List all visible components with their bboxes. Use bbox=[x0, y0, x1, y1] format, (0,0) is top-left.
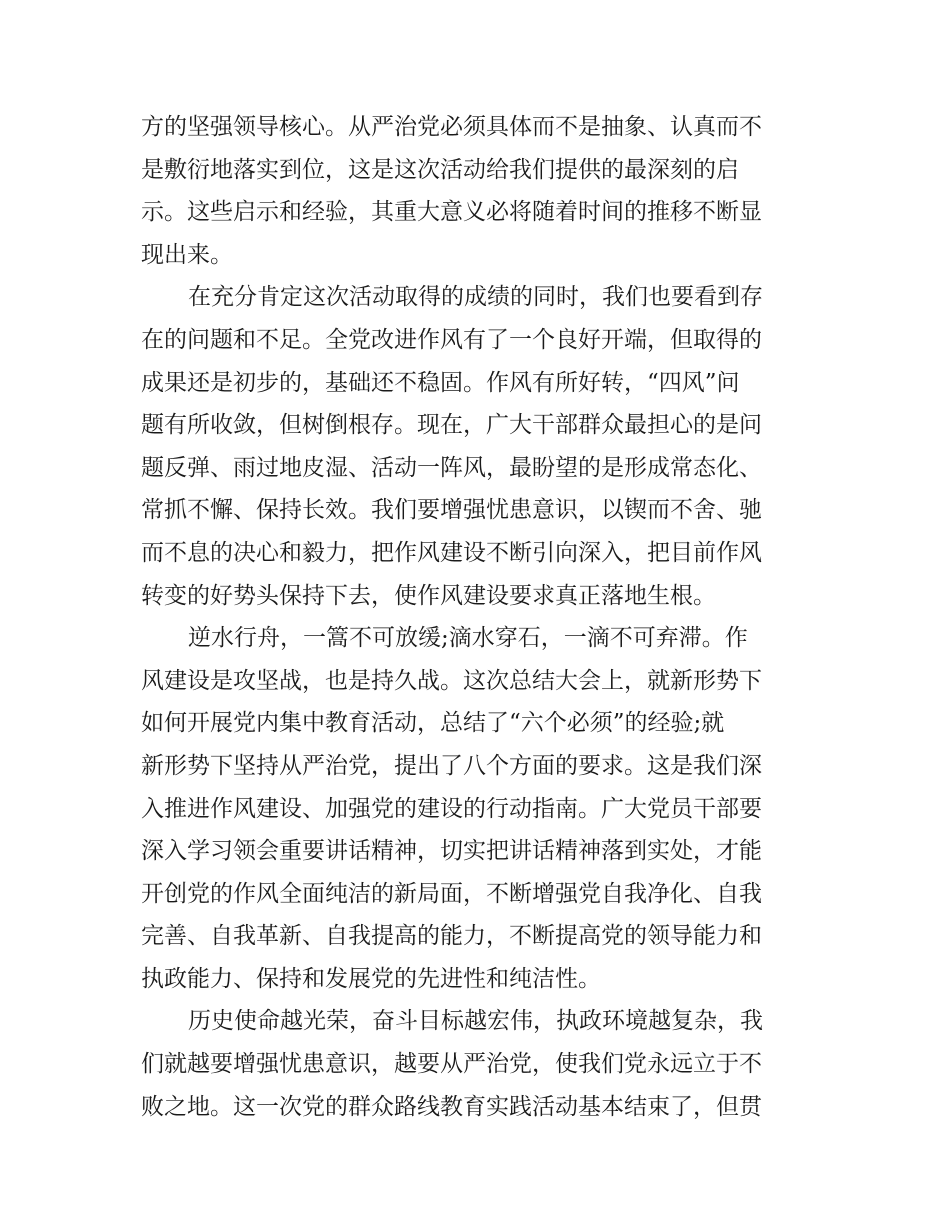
paragraph-4 bbox=[141, 1000, 811, 1128]
text-line: 风建设是攻坚战，也是持久战。这次总结大会上，就新形势下 bbox=[141, 667, 762, 694]
text-line: 们就越要增强忧患意识，越要从严治党，使我们党永远立于不 bbox=[141, 1051, 762, 1078]
text-line: 在的问题和不足。全党改进作风有了一个良好开端，但取得的 bbox=[141, 326, 762, 353]
text-line: 而不息的决心和毅力，把作风建设不断引向深入，把目前作风 bbox=[141, 539, 762, 566]
text-line: 在充分肯定这次活动取得的成绩的同时，我们也要看到存 bbox=[188, 284, 763, 311]
text-line: 现出来。 bbox=[141, 241, 233, 268]
text-line: 方的坚强领导核心。从严治党必须具体而不是抽象、认真而不 bbox=[141, 114, 762, 140]
text-line: 如何开展党内集中教育活动，总结了“六个必须”的经验;就 bbox=[141, 710, 725, 737]
text-line: 成果还是初步的，基础还不稳固。作风有所好转，“四风”问 bbox=[141, 369, 740, 396]
text-line: 开创党的作风全面纯洁的新局面，不断增强党自我净化、自我 bbox=[141, 880, 762, 907]
text-line: 示。这些启示和经验，其重大意义必将随着时间的推移不断显 bbox=[141, 199, 762, 226]
text-line: 题有所收敛，但树倒根存。现在，广大干部群众最担心的是问 bbox=[141, 412, 762, 439]
text-line: 败之地。这一次党的群众路线教育实践活动基本结束了，但贯 bbox=[141, 1093, 762, 1120]
text-line: 转变的好势头保持下去，使作风建设要求真正落地生根。 bbox=[141, 582, 716, 609]
text-line: 新形势下坚持从严治党，提出了八个方面的要求。这是我们深 bbox=[141, 752, 762, 779]
text-line: 常抓不懈、保持长效。我们要增强忧患意识，以锲而不舍、驰 bbox=[141, 497, 762, 524]
document-body bbox=[141, 106, 811, 1128]
paragraph-3 bbox=[141, 617, 811, 1000]
paragraph-2 bbox=[141, 276, 811, 617]
text-line: 入推进作风建设、加强党的建设的行动指南。广大党员干部要 bbox=[141, 795, 762, 822]
text-line: 是敷衍地落实到位，这是这次活动给我们提供的最深刻的启 bbox=[141, 156, 739, 183]
text-line: 深入学习领会重要讲话精神，切实把讲话精神落到实处，才能 bbox=[141, 838, 762, 865]
text-line: 完善、自我革新、自我提高的能力，不断提高党的领导能力和 bbox=[141, 923, 762, 950]
text-line: 题反弹、雨过地皮湿、活动一阵风，最盼望的是形成常态化、 bbox=[141, 454, 762, 481]
text-line: 执政能力、保持和发展党的先进性和纯洁性。 bbox=[141, 965, 601, 992]
text-line: 历史使命越光荣，奋斗目标越宏伟，执政环境越复杂，我 bbox=[188, 1008, 763, 1035]
text-line: 逆水行舟，一篙不可放缓;滴水穿石，一滴不可弃滞。作 bbox=[188, 625, 748, 652]
paragraph-1 bbox=[141, 106, 811, 276]
